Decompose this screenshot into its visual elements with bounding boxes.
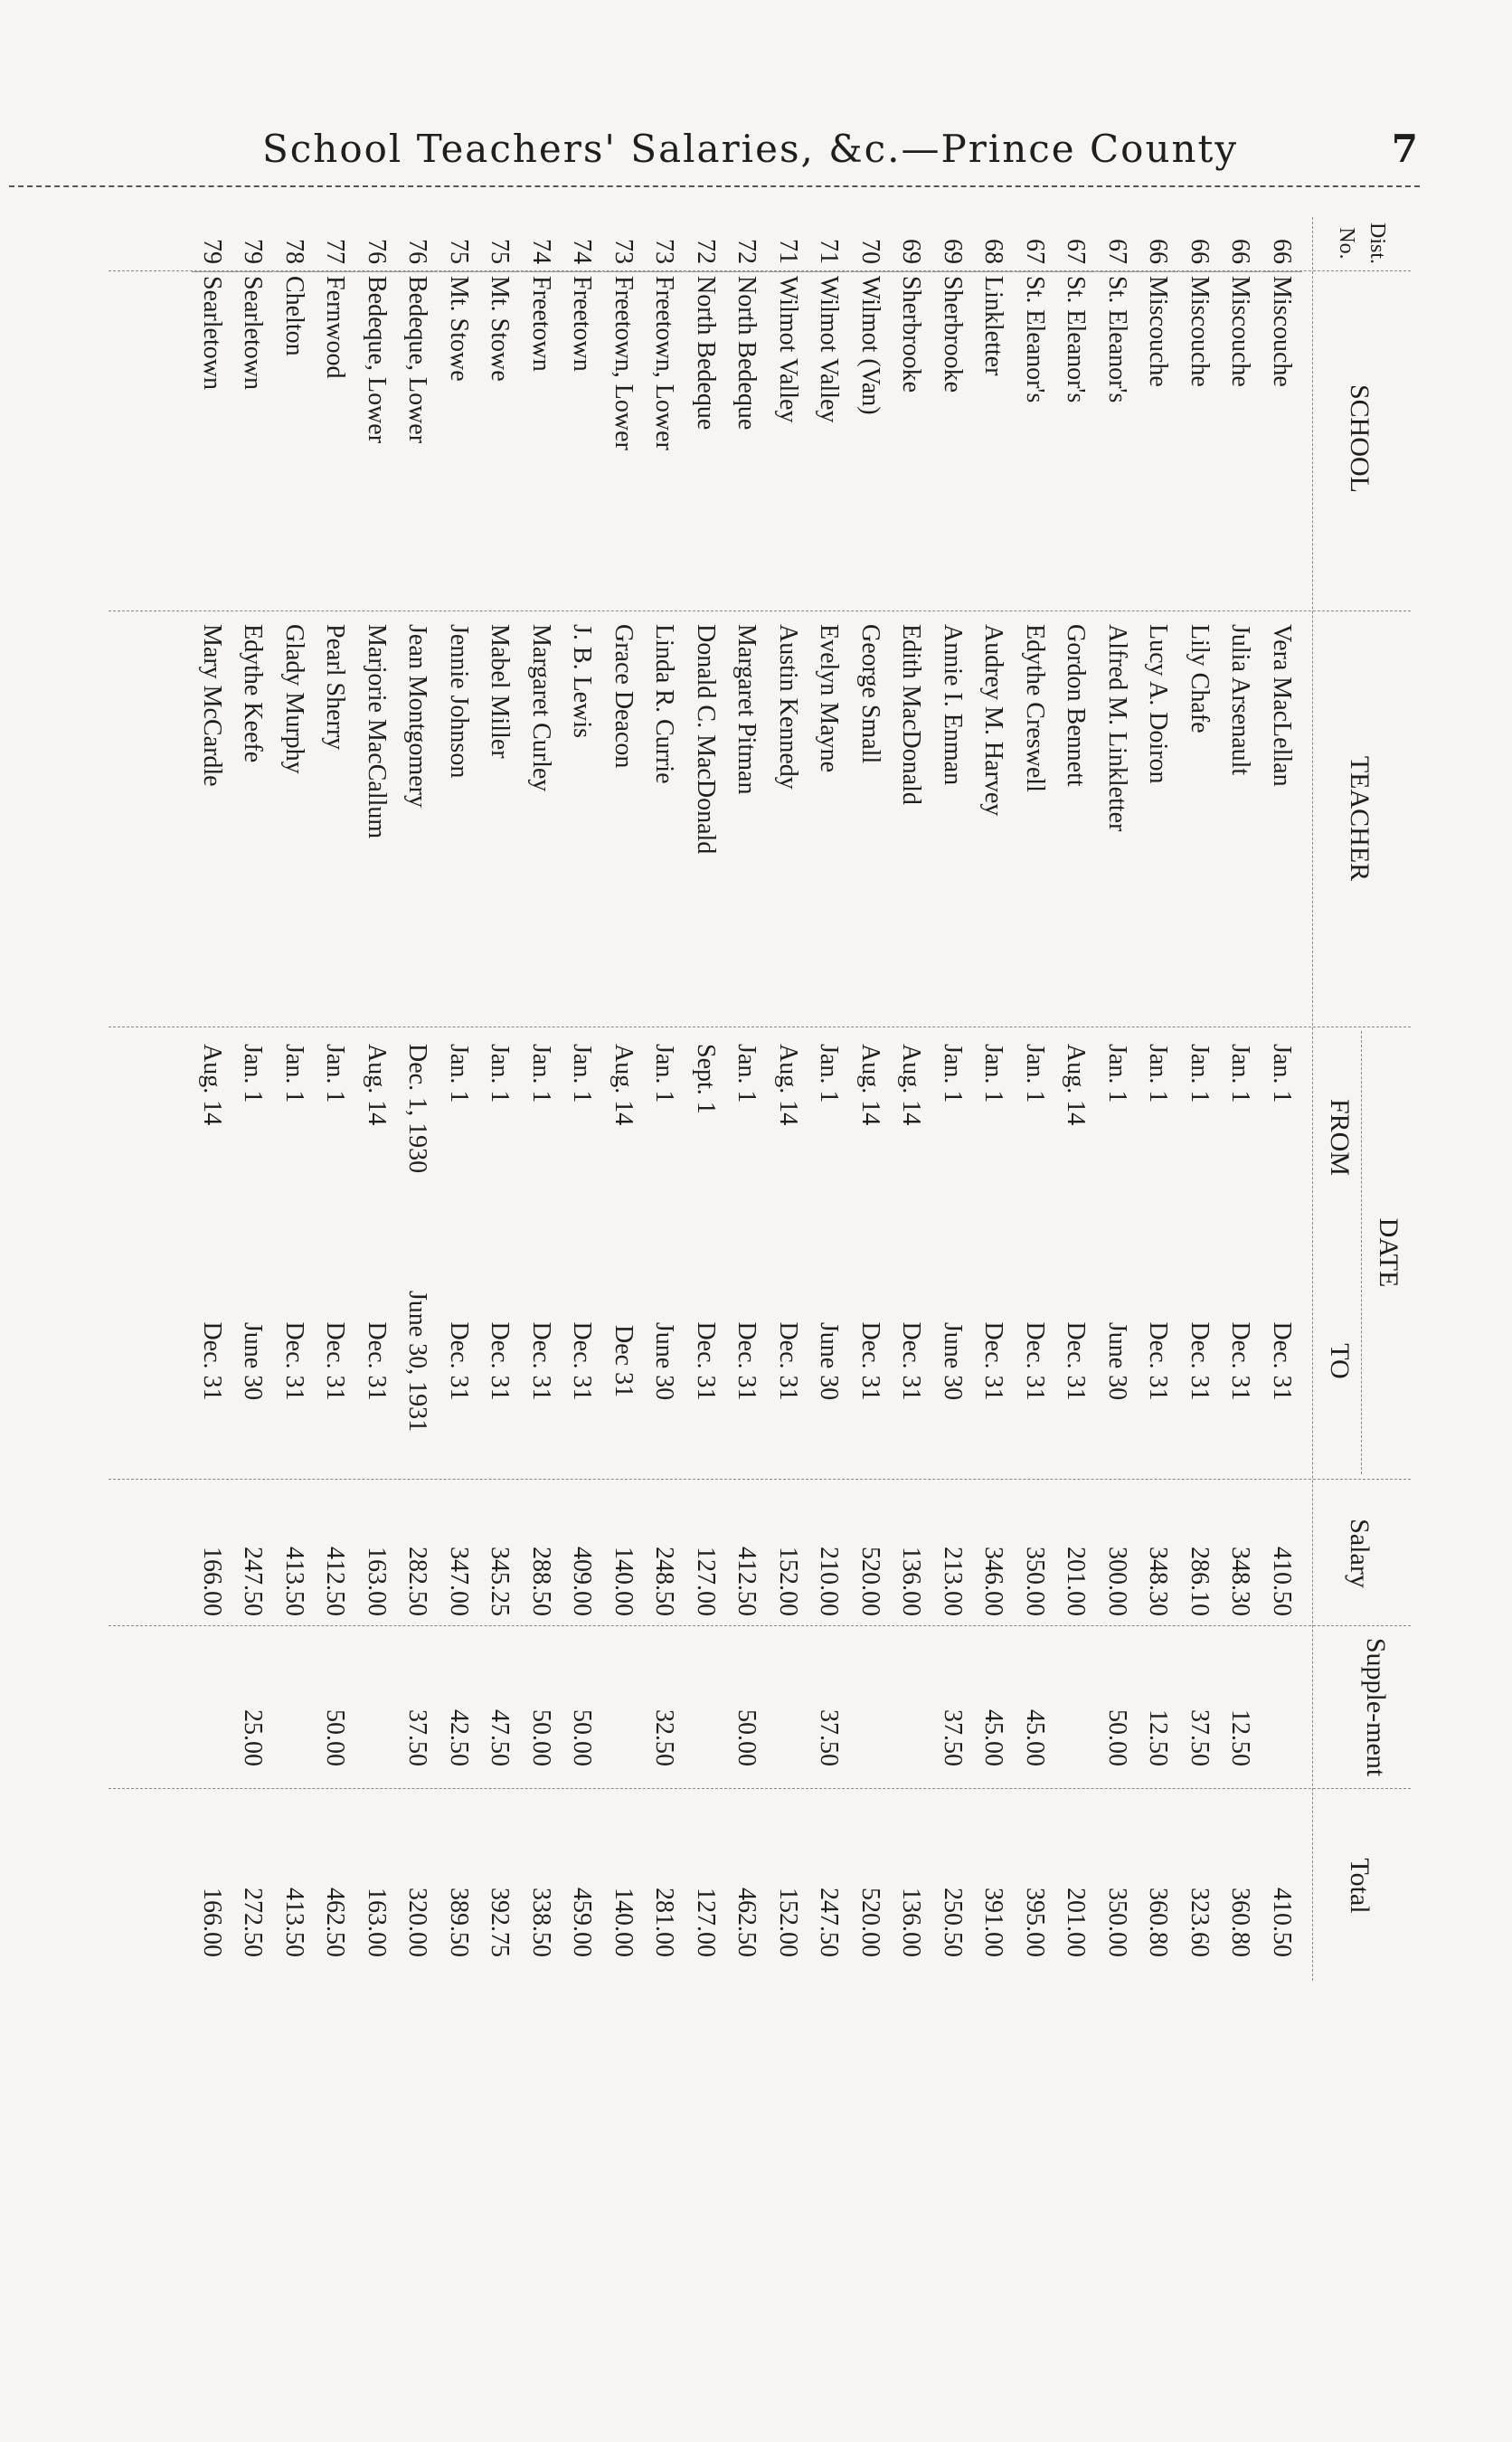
table-row (1015, 217, 1055, 2026)
cell-dist: 74 (527, 239, 555, 264)
cell-school: Wilmot Valley (768, 271, 808, 606)
cell-salary: 345.25 (486, 1547, 515, 1616)
cell-dist: 73 (650, 239, 679, 264)
cell-to: Dec. 31 (1186, 1321, 1214, 1401)
cell-teacher: Jennie Johnson (445, 624, 473, 779)
cell-from: Jan. 1 (1226, 1044, 1255, 1103)
cell-teacher: Margaret Curley (527, 624, 555, 792)
cell-school: Freetown, Lower (603, 271, 644, 606)
cell-supplement: 37.50 (1186, 1709, 1214, 1766)
cell-to: Dec. 31 (280, 1321, 308, 1401)
cell-dist: 68 (979, 239, 1008, 264)
cell-teacher: George Small (856, 624, 884, 764)
cell-supplement: 25.00 (239, 1709, 268, 1766)
cell-from: Jan. 1 (732, 1044, 761, 1103)
cell-supplement: 37.50 (939, 1709, 967, 1766)
cell-from: Jan. 1 (1268, 1044, 1296, 1103)
cell-salary: 127.00 (692, 1547, 720, 1616)
cell-from: Sept. 1 (692, 1044, 720, 1114)
cell-to: Dec. 31 (979, 1321, 1008, 1401)
cell-dist: 79 (198, 239, 226, 264)
cell-salary: 288.50 (527, 1547, 555, 1616)
cell-dist: 72 (732, 239, 761, 264)
cell-salary: 350.00 (1021, 1547, 1049, 1616)
cell-teacher: Pearl Sherry (321, 624, 350, 751)
cell-teacher: Margaret Pitman (732, 624, 761, 795)
cell-teacher: Donald C. MacDonald (692, 624, 720, 855)
cell-total: 136.00 (897, 1888, 926, 1957)
page-title: School Teachers' Salaries, &c.—Prince County (262, 127, 1239, 171)
col-header-to: TO (1325, 1343, 1355, 1379)
cell-to: Dec. 31 (486, 1321, 515, 1401)
table-row (233, 217, 274, 2026)
cell-supplement: 37.50 (403, 1709, 432, 1766)
cell-teacher: Mabel Miller (486, 624, 515, 759)
cell-total: 462.50 (732, 1888, 761, 1957)
table-row (727, 217, 768, 2026)
cell-teacher: Grace Deacon (610, 624, 638, 769)
cell-salary: 282.50 (403, 1547, 432, 1616)
cell-school: St. Eleanor's (1097, 271, 1138, 606)
cell-salary: 166.00 (198, 1547, 226, 1616)
table-row (1097, 217, 1138, 2026)
col-header-supplement: Supple-ment (1361, 1637, 1391, 1777)
cell-to: Dec. 31 (1268, 1321, 1296, 1401)
table-row (1262, 217, 1302, 2026)
cell-from: Aug. 14 (856, 1044, 884, 1126)
table-row (316, 217, 356, 2026)
cell-to: Dec. 31 (363, 1321, 391, 1401)
cell-salary: 520.00 (856, 1547, 884, 1616)
col-header-dist: Dist. No. (1335, 222, 1389, 264)
cell-dist: 73 (610, 239, 638, 264)
cell-school: Fernwood (316, 271, 356, 606)
cell-school: Sherbrooke (932, 271, 973, 606)
cell-dist: 75 (486, 239, 515, 264)
cell-dist: 67 (1103, 239, 1131, 264)
cell-salary: 412.50 (321, 1547, 350, 1616)
cell-to: Dec. 31 (1062, 1321, 1091, 1401)
cell-from: Jan. 1 (568, 1044, 597, 1103)
cell-teacher: Marjorie MacCallum (363, 624, 391, 839)
cell-dist: 66 (1268, 239, 1296, 264)
cell-school: Freetown, Lower (645, 271, 685, 606)
cell-teacher: Annie I. Enman (939, 624, 967, 786)
table-row (685, 217, 726, 2026)
cell-school: St. Eleanor's (1056, 271, 1097, 606)
cell-dist: 77 (321, 239, 350, 264)
cell-supplement: 12.50 (1144, 1709, 1173, 1766)
cell-dist: 76 (363, 239, 391, 264)
cell-dist: 67 (1021, 239, 1049, 264)
cell-salary: 201.00 (1062, 1547, 1091, 1616)
cell-from: Jan. 1 (815, 1044, 844, 1103)
table-row (274, 217, 315, 2026)
cell-to: June 30 (939, 1321, 967, 1401)
cell-from: Jan. 1 (1186, 1044, 1214, 1103)
cell-supplement: 45.00 (979, 1709, 1008, 1766)
cell-to: Dec. 31 (897, 1321, 926, 1401)
table-row (603, 217, 644, 2026)
cell-from: Jan. 1 (239, 1044, 268, 1103)
cell-supplement: 50.00 (568, 1709, 597, 1766)
cell-from: Jan. 1 (527, 1044, 555, 1103)
cell-from: Aug. 14 (774, 1044, 802, 1126)
header-bottom-rule (1312, 217, 1313, 1981)
cell-dist: 75 (445, 239, 473, 264)
cell-teacher: Alfred M. Linkletter (1103, 624, 1131, 832)
cell-teacher: Audrey M. Harvey (979, 624, 1008, 817)
cell-salary: 152.00 (774, 1547, 802, 1616)
cell-school: Wilmot (Van) (850, 271, 891, 606)
cell-supplement: 50.00 (527, 1709, 555, 1766)
cell-total: 459.00 (568, 1888, 597, 1957)
cell-from: Aug. 14 (897, 1044, 926, 1126)
cell-school: Searletown (192, 271, 232, 606)
cell-teacher: Julia Arsenault (1226, 624, 1255, 776)
cell-supplement (603, 1628, 644, 1786)
cell-school: Linkletter (974, 271, 1015, 606)
cell-dist: 76 (403, 239, 432, 264)
cell-dist: 66 (1186, 239, 1214, 264)
cell-total: 392.75 (486, 1888, 515, 1957)
cell-to: Dec. 31 (527, 1321, 555, 1401)
cell-salary: 348.30 (1144, 1547, 1173, 1616)
cell-total: 281.00 (650, 1888, 679, 1957)
cell-salary: 346.00 (979, 1547, 1008, 1616)
cell-school: Searletown (233, 271, 274, 606)
table-row (521, 217, 562, 2026)
cell-total: 395.00 (1021, 1888, 1049, 1957)
cell-dist: 67 (1062, 239, 1091, 264)
cell-school: Sherbrooke (892, 271, 932, 606)
cell-dist: 71 (815, 239, 844, 264)
cell-from: Aug. 14 (198, 1044, 226, 1126)
cell-supplement: 50.00 (732, 1709, 761, 1766)
cell-to: June 30 (1103, 1321, 1131, 1401)
cell-total: 250.50 (939, 1888, 967, 1957)
page-number: 7 (1391, 127, 1420, 171)
cell-school: Wilmot Valley (809, 271, 850, 606)
table-row (480, 217, 521, 2026)
cell-supplement (274, 1628, 315, 1786)
cell-salary: 286.10 (1186, 1547, 1214, 1616)
cell-school: Freetown (562, 271, 603, 606)
col-header-teacher: TEACHER (1345, 755, 1375, 882)
table-row (356, 217, 397, 2026)
cell-total: 350.00 (1103, 1888, 1131, 1957)
cell-school: Mt. Stowe (439, 271, 479, 606)
cell-total: 247.50 (815, 1888, 844, 1957)
cell-total: 272.50 (239, 1888, 268, 1957)
cell-school: Freetown (521, 271, 562, 606)
col-header-date: DATE (1374, 1217, 1403, 1288)
cell-from: Jan. 1 (1103, 1044, 1131, 1103)
cell-total: 163.00 (363, 1888, 391, 1957)
cell-salary: 136.00 (897, 1547, 926, 1616)
cell-salary: 213.00 (939, 1547, 967, 1616)
cell-supplement: 50.00 (321, 1709, 350, 1766)
cell-salary: 410.50 (1268, 1547, 1296, 1616)
table-row (1139, 217, 1179, 2026)
cell-from: Jan. 1 (445, 1044, 473, 1103)
cell-total: 166.00 (198, 1888, 226, 1957)
cell-teacher: Glady Murphy (280, 624, 308, 774)
cell-dist: 79 (239, 239, 268, 264)
cell-from: Jan. 1 (1144, 1044, 1173, 1103)
cell-dist: 78 (280, 239, 308, 264)
cell-salary: 413.50 (280, 1547, 308, 1616)
cell-supplement (1262, 1628, 1302, 1786)
cell-school: Miscouche (1262, 271, 1302, 606)
cell-total: 338.50 (527, 1888, 555, 1957)
cell-school: North Bedeque (727, 271, 768, 606)
cell-salary: 348.30 (1226, 1547, 1255, 1616)
table-row (562, 217, 603, 2026)
cell-dist: 74 (568, 239, 597, 264)
cell-supplement: 45.00 (1021, 1709, 1049, 1766)
table-row (439, 217, 479, 2026)
cell-salary: 210.00 (815, 1547, 844, 1616)
cell-school: Miscouche (1139, 271, 1179, 606)
cell-from: Jan. 1 (939, 1044, 967, 1103)
cell-dist: 69 (939, 239, 967, 264)
cell-supplement: 12.50 (1226, 1709, 1255, 1766)
table-row (850, 217, 891, 2026)
cell-supplement: 32.50 (650, 1709, 679, 1766)
cell-to: Dec. 31 (1021, 1321, 1049, 1401)
cell-school: St. Eleanor's (1015, 271, 1055, 606)
cell-teacher: Edythe Creswell (1021, 624, 1049, 792)
cell-teacher: Linda R. Currie (650, 624, 679, 784)
cell-total: 520.00 (856, 1888, 884, 1957)
table-row (1056, 217, 1097, 2026)
cell-supplement: 50.00 (1103, 1709, 1131, 1766)
cell-from: Jan. 1 (979, 1044, 1008, 1103)
cell-salary: 409.00 (568, 1547, 597, 1616)
cell-teacher: Evelyn Mayne (815, 624, 844, 773)
cell-dist: 66 (1226, 239, 1255, 264)
cell-total: 127.00 (692, 1888, 720, 1957)
table-row (809, 217, 850, 2026)
cell-school: Bedeque, Lower (398, 271, 439, 606)
cell-salary: 140.00 (610, 1547, 638, 1616)
cell-salary: 247.50 (239, 1547, 268, 1616)
cell-supplement (768, 1628, 808, 1786)
cell-school: North Bedeque (685, 271, 726, 606)
table-row (974, 217, 1015, 2026)
cell-to: June 30 (650, 1321, 679, 1401)
cell-to: Dec. 31 (774, 1321, 802, 1401)
cell-teacher: Edith MacDonald (897, 624, 926, 805)
cell-to: Dec. 31 (445, 1321, 473, 1401)
cell-to: June 30 (815, 1321, 844, 1401)
cell-total: 413.50 (280, 1888, 308, 1957)
cell-salary: 412.50 (732, 1547, 761, 1616)
cell-dist: 70 (856, 239, 884, 264)
cell-to: Dec. 31 (321, 1321, 350, 1401)
cell-from: Jan. 1 (321, 1044, 350, 1103)
cell-total: 462.50 (321, 1888, 350, 1957)
cell-teacher: Lily Chafe (1186, 624, 1214, 734)
cell-total: 140.00 (610, 1888, 638, 1957)
col-header-total: Total (1345, 1858, 1375, 1914)
cell-supplement: 42.50 (445, 1709, 473, 1766)
header-rule (9, 185, 1420, 187)
cell-supplement (850, 1628, 891, 1786)
cell-from: Jan. 1 (1021, 1044, 1049, 1103)
cell-supplement (685, 1628, 726, 1786)
cell-salary: 163.00 (363, 1547, 391, 1616)
cell-to: Dec. 31 (732, 1321, 761, 1401)
cell-total: 410.50 (1268, 1888, 1296, 1957)
cell-from: Jan. 1 (650, 1044, 679, 1103)
cell-from: Aug. 14 (1062, 1044, 1091, 1126)
cell-to: June 30, 1931 (403, 1290, 432, 1433)
date-header-rule (1361, 1031, 1362, 1474)
cell-total: 152.00 (774, 1888, 802, 1957)
cell-to: Dec. 31 (1226, 1321, 1255, 1401)
cell-total: 360.80 (1226, 1888, 1255, 1957)
cell-total: 360.80 (1144, 1888, 1173, 1957)
col-header-school: SCHOOL (1345, 383, 1375, 493)
cell-to: Dec. 31 (568, 1321, 597, 1401)
cell-teacher: Gordon Bennett (1062, 624, 1091, 787)
col-header-from: FROM (1325, 1098, 1355, 1177)
cell-school: Miscouche (1221, 271, 1262, 606)
salary-table (54, 217, 1411, 2026)
cell-from: Jan. 1 (280, 1044, 308, 1103)
cell-school: Mt. Stowe (480, 271, 521, 606)
col-header-salary: Salary (1345, 1519, 1375, 1588)
cell-to: Dec. 31 (692, 1321, 720, 1401)
cell-to: June 30 (239, 1321, 268, 1401)
cell-teacher: Lucy A. Doiron (1144, 624, 1173, 784)
cell-to: Dec. 31 (1144, 1321, 1173, 1401)
cell-total: 201.00 (1062, 1888, 1091, 1957)
cell-supplement: 37.50 (815, 1709, 844, 1766)
cell-salary: 248.50 (650, 1547, 679, 1616)
cell-to: Dec. 31 (856, 1321, 884, 1401)
table-row (398, 217, 439, 2026)
cell-teacher: Jean Montgomery (403, 624, 432, 808)
cell-supplement (356, 1628, 397, 1786)
table-row (645, 217, 685, 2026)
cell-teacher: Mary McCardle (198, 624, 226, 787)
cell-supplement (1056, 1628, 1097, 1786)
cell-salary: 347.00 (445, 1547, 473, 1616)
cell-total: 389.50 (445, 1888, 473, 1957)
cell-dist: 71 (774, 239, 802, 264)
cell-teacher: Edythe Keefe (239, 624, 268, 763)
table-row (1179, 217, 1220, 2026)
table-row (768, 217, 808, 2026)
cell-total: 323.60 (1186, 1888, 1214, 1957)
cell-supplement: 47.50 (486, 1709, 515, 1766)
table-row (192, 217, 232, 2026)
cell-from: Dec. 1, 1930 (403, 1044, 432, 1174)
cell-school: Bedeque, Lower (356, 271, 397, 606)
cell-from: Aug. 14 (610, 1044, 638, 1126)
table-row (932, 217, 973, 2026)
page-header (262, 127, 1420, 181)
table-row (892, 217, 932, 2026)
cell-supplement (892, 1628, 932, 1786)
cell-dist: 72 (692, 239, 720, 264)
cell-to: Dec 31 (610, 1324, 638, 1398)
cell-total: 391.00 (979, 1888, 1008, 1957)
cell-school: Miscouche (1179, 271, 1220, 606)
cell-teacher: Austin Kennedy (774, 624, 802, 790)
cell-total: 320.00 (403, 1888, 432, 1957)
cell-school: Chelton (274, 271, 315, 606)
cell-teacher: Vera MacLellan (1268, 624, 1296, 787)
table-row (1221, 217, 1262, 2026)
cell-salary: 300.00 (1103, 1547, 1131, 1616)
cell-dist: 66 (1144, 239, 1173, 264)
cell-to: Dec. 31 (198, 1321, 226, 1401)
cell-supplement (192, 1628, 232, 1786)
cell-teacher: J. B. Lewis (568, 624, 597, 738)
cell-from: Aug. 14 (363, 1044, 391, 1126)
cell-from: Jan. 1 (486, 1044, 515, 1103)
cell-dist: 69 (897, 239, 926, 264)
